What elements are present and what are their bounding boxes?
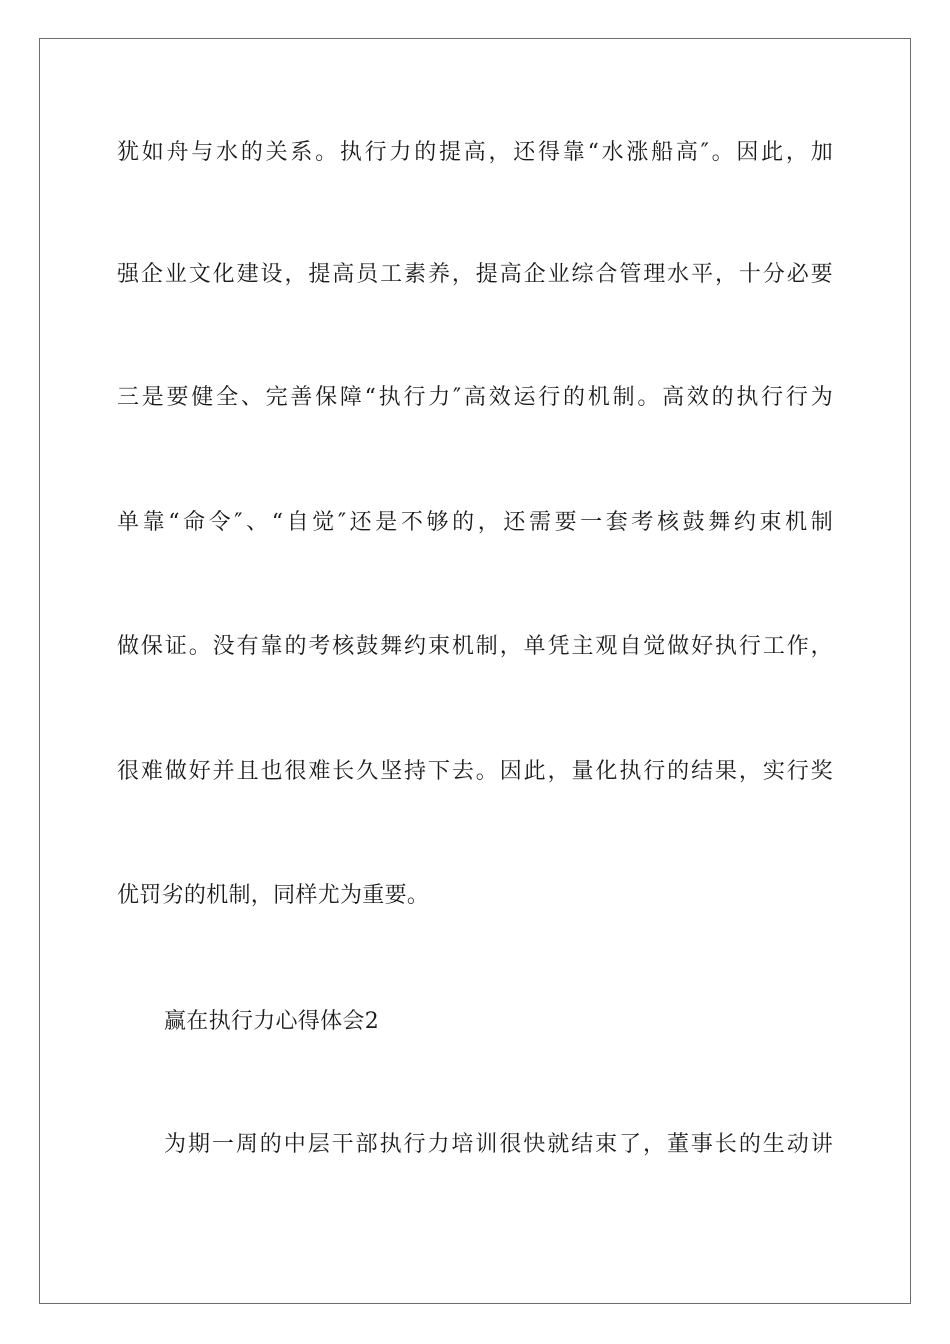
paragraph-first-line: 为期一周的中层干部执行力培训很快就结束了，董事长的生动讲 — [164, 1132, 833, 1157]
body-text-line: 优罚劣的机制，同样尤为重要。 — [117, 883, 430, 908]
body-text-line: 三是要健全、完善保障“执行力″高效运行的机制。高效的执行行为 — [117, 385, 833, 410]
body-text-line: 单靠“命令″、“自觉″还是不够的，还需要一套考核鼓舞约束机制 — [117, 510, 833, 535]
body-text-line: 很难做好并且也很难长久坚持下去。因此，量化执行的结果，实行奖 — [117, 759, 833, 784]
body-text-line: 强企业文化建设，提高员工素养，提高企业综合管理水平，十分必要 — [117, 262, 833, 287]
page-border — [39, 38, 911, 1304]
section-heading: 赢在执行力心得体会2 — [164, 1009, 379, 1034]
body-text-line: 犹如舟与水的关系。执行力的提高，还得靠“水涨船高″。因此，加 — [117, 140, 833, 165]
body-text-line: 做保证。没有靠的考核鼓舞约束机制，单凭主观自觉做好执行工作， — [117, 634, 833, 659]
